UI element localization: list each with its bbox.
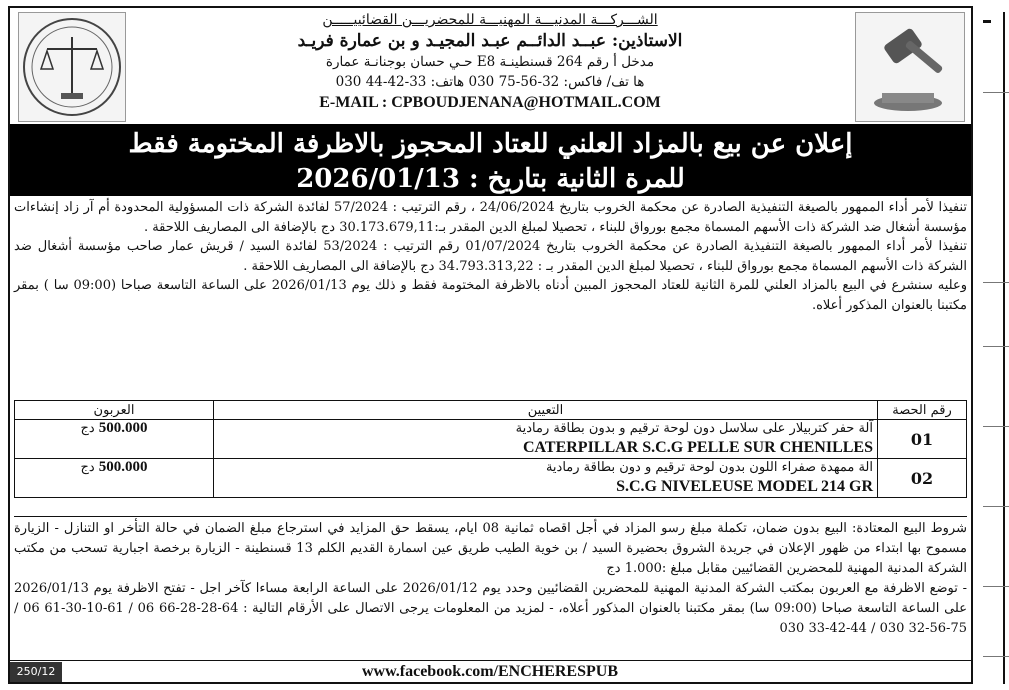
lot-deposit xyxy=(15,420,214,459)
conditions-deadlines: - توضع الاظرفة مع العربون بمكتب الشركة المدنية المهنية للمحضرين القضائيين وحدد يوم 2026/01/12 على الساعة الرابعة مساءا كآخر اجل - تفتح الاظرفة يوم 2026/01/13 على الساعة التاسعة صباحا (09:00 سا) بمقر مكتبنا بالعنوان المذكور أعلاه، - لمزيد من المعلومات يرجى الاتصال على الأرقام التالية : 64-28-28-66 06 / 61-10-30-61 06 / 75-56-32 030 / 44-42-33 030 xyxy=(14,581,967,636)
deposit-amount: 500.000 xyxy=(98,459,148,475)
lot-number: 01 xyxy=(878,420,967,459)
announcement-title: إعلان عن بيع بالمزاد العلني للعتاد المحجوز بالاظرفة المختومة فقط xyxy=(128,129,853,159)
adjacent-page-rule xyxy=(983,506,1009,507)
table-row xyxy=(15,420,967,459)
adjacent-page-rule xyxy=(983,426,1009,427)
paragraph-order-1: تنفيذا لأمر أداء الممهور بالصيغة التنفيذية الصادرة عن محكمة الخروب بتاريخ 24/06/2024 ، رقم الترتيب : 57/2024 لفائدة الشركة ذات المسؤولية المحدودة أم آر زاد إنشاءات مؤسسة أشغال ضد الشركة ذات الأسهم المسماة مجمع بورواق للبناء ، تحصيلا لمبلغ الدين المقدر بـ:30.173.679,11 دج بالإضافة الى المصاريف اللاحقة . xyxy=(14,200,967,235)
lots-table xyxy=(14,400,967,498)
announcement-date: للمرة الثانية بتاريخ : 2026/01/13 xyxy=(296,164,685,194)
letterhead-text xyxy=(130,10,850,114)
conditions-general: شروط البيع المعتادة: البيع بدون ضمان، تكملة مبلغ رسو المزاد في أجل اقصاه ثمانية 08 ايام، يسقط حق المزايد في استرجاع مبلغ الضمان في حالة التأخر او التنازل - الزيارة مسموح بها ابتداء من ظهور الإعلان في جريدة الشروق بحضيرة السيد / بن خوية الطيب طريق عين اسمارة القديم الكلم 13 قسنطينة - الزيارة برخصة اجبارية تسحب من مكتب الشركة المدنية المهنية للمحضرين القضائيين مقابل مبلغ :1.000 دج xyxy=(14,521,968,576)
lot-deposit xyxy=(15,459,214,498)
column-lot-number: رقم الحصة xyxy=(878,401,967,420)
facebook-link[interactable]: www.facebook.com/ENCHERESPUB xyxy=(361,663,618,680)
deposit-amount: 500.000 xyxy=(98,420,148,436)
adjacent-page-edge xyxy=(983,6,1009,684)
letterhead xyxy=(10,8,971,124)
paragraph-order-2: تنفيذا لأمر أداء الممهور بالصيغة التنفيذية الصادرة عن محكمة الخروب بتاريخ 01/07/2024 رقم الترتيب : 53/2024 لفائدة السيد / قريش عمار صاحب مؤسسة أشغال ضد الشركة ذات الأسهم المسماة مجمع بورواق للبناء ، تحصيلا لمبلغ الدين المقدر بـ : 34.793.313,22 دج بالإضافة الى المصاريف اللاحقة . xyxy=(14,239,967,274)
announcement-page xyxy=(8,6,973,684)
adjacent-page-rule xyxy=(983,346,1009,347)
lot-description-arabic: الة ممهدة صفراء اللون بدون لوحة ترقيم و دون بطاقة رمادية xyxy=(545,460,873,475)
scales-seal-emblem xyxy=(18,12,126,122)
adjacent-page-rule xyxy=(983,586,1009,587)
lot-description-french: CATERPILLAR S.C.G PELLE SUR CHENILLES xyxy=(522,439,873,456)
table-row xyxy=(15,459,967,498)
sale-conditions xyxy=(14,516,967,639)
paragraph-sale-notice: وعليه سنشرع في البيع بالمزاد العلني للمرة الثانية للعتاد المحجوز المبين أدناه بالاظرفة المختومة فقط و ذلك يوم 2026/01/13 على الساعة التاسعة صباحا (09:00 سا ) بمقر مكتبنا بالعنوان المذكور أعلاه. xyxy=(14,278,967,313)
lot-description xyxy=(214,420,878,459)
lot-number: 02 xyxy=(878,459,967,498)
lot-description-arabic: آلة حفر كتربيلار على سلاسل دون لوحة ترقيم و بدون بطاقة رمادية xyxy=(515,421,873,436)
partners-names: الاستاذين: عبــد الدائــم عبـد المجيـد و بن عمارة فريـد xyxy=(297,31,683,51)
company-name: الشـــركـــة المدنيـــة المهنيـــة للمحضريـــن القضائييـــــن xyxy=(322,12,658,28)
office-address: مدخل أ رقم 264 قسنطينـة E8 حـي حسان بوجنانـة عمارة xyxy=(325,54,655,70)
office-email: E-MAIL : CPBOUDJENANA@HOTMAIL.COM xyxy=(319,94,661,111)
adjacent-page-rule xyxy=(983,656,1009,657)
reference-number: 250/12 xyxy=(10,662,62,682)
column-designation: التعيين xyxy=(214,401,878,420)
deposit-currency: دج xyxy=(80,460,95,475)
adjacent-page-rule xyxy=(983,92,1009,93)
title-banner xyxy=(10,124,971,196)
footer-bar xyxy=(10,660,971,683)
adjacent-page-border xyxy=(1003,12,1005,684)
adjacent-page-tick xyxy=(983,20,991,23)
table-header-row xyxy=(15,401,967,420)
deposit-currency: دج xyxy=(80,421,95,436)
gavel-emblem xyxy=(855,12,965,122)
lot-description xyxy=(214,459,878,498)
office-phones: ها تف/ فاكس: 32-56-75 030 هاتف: 33-42-44 030 xyxy=(335,74,645,90)
announcement-body xyxy=(14,198,967,316)
lot-description-french: S.C.G NIVELEUSE MODEL 214 GR xyxy=(616,478,873,495)
column-deposit: العربون xyxy=(15,401,214,420)
adjacent-page-rule xyxy=(983,282,1009,283)
